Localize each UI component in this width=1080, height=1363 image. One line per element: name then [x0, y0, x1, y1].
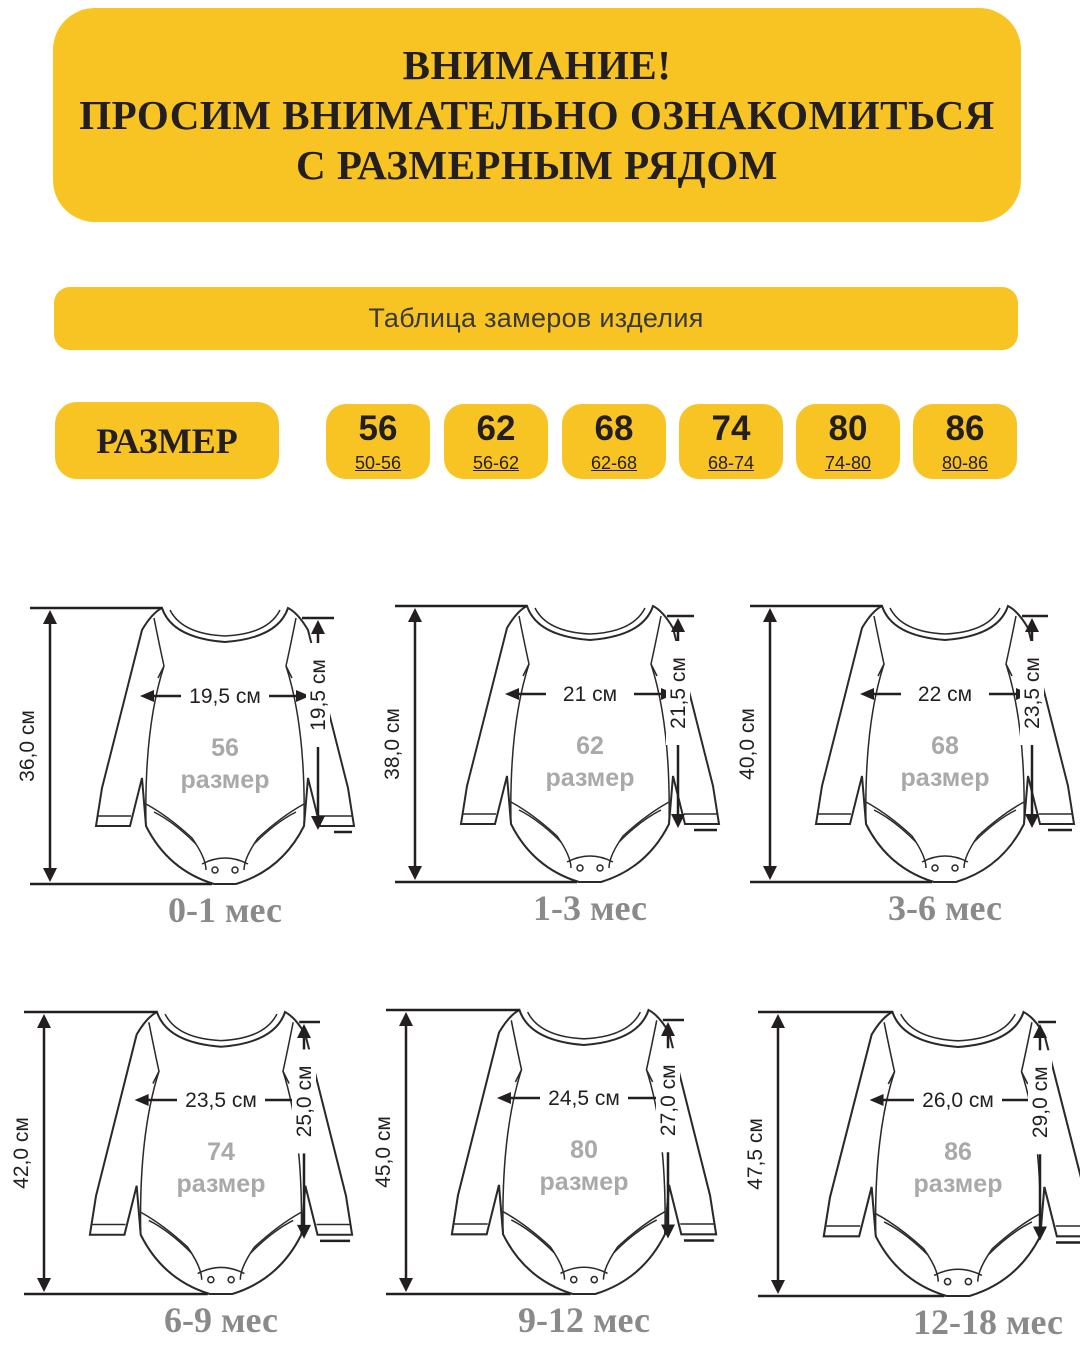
table-title: Таблица замеров изделия — [368, 303, 704, 333]
width-label: 23,5 см — [185, 1089, 257, 1112]
size-badge-62 — [444, 404, 548, 479]
body-size-number: 62 — [576, 732, 604, 760]
arrow-down-icon — [1025, 814, 1039, 828]
length-label: 47,5 см — [744, 1118, 767, 1190]
size-range: 74-80 — [824, 453, 872, 473]
bodysuit-diagram-56 — [16, 608, 354, 930]
size-range: 68-74 — [707, 453, 755, 473]
size-number: 86 — [945, 409, 985, 448]
length-label: 42,0 см — [10, 1117, 33, 1189]
size-range: 50-56 — [354, 453, 402, 473]
body-size-word: размер — [180, 766, 270, 794]
bodysuit-diagram-74 — [10, 1012, 352, 1340]
size-badge-80 — [796, 404, 900, 479]
sleeve-label: 21,5 см — [667, 657, 690, 729]
width-label: 21 см — [562, 683, 618, 706]
body-size-word: размер — [900, 764, 990, 792]
age-caption: 0-1 мес — [168, 890, 282, 930]
sleeve-label: 29,0 см — [1029, 1066, 1052, 1139]
body-size-word: размер — [539, 1168, 629, 1196]
size-badge-68 — [562, 404, 666, 479]
body-size-word: размер — [545, 764, 635, 792]
body-size-word: размер — [176, 1170, 266, 1198]
size-label-text: РАЗМЕР — [96, 420, 238, 461]
arrow-down-icon — [399, 1278, 413, 1292]
size-label-badge — [55, 402, 279, 479]
sleeve-label: 23,5 см — [1021, 657, 1044, 729]
width-label: 26,0 см — [922, 1089, 994, 1112]
body-size-number: 68 — [931, 732, 959, 760]
size-number: 80 — [828, 409, 868, 448]
bodysuit-diagram-86 — [744, 1012, 1080, 1342]
sleeve-label: 25,0 см — [293, 1065, 316, 1138]
arrow-up-icon — [399, 1012, 413, 1026]
length-label: 40,0 см — [736, 708, 759, 780]
warning-title: ВНИМАНИЕ! — [402, 42, 672, 88]
width-label: 19,5 см — [189, 685, 261, 708]
age-caption: 3-6 мес — [888, 888, 1002, 928]
arrow-up-icon — [671, 618, 685, 632]
arrow-down-icon — [763, 866, 777, 880]
size-badge-56 — [326, 404, 430, 479]
size-number: 62 — [476, 409, 516, 448]
arrow-down-icon — [43, 868, 57, 882]
arrow-up-icon — [43, 610, 57, 624]
bodysuit-diagram-68 — [736, 606, 1074, 928]
size-number: 68 — [594, 409, 634, 448]
arrow-up-icon — [771, 1014, 785, 1028]
arrow-down-icon — [671, 814, 685, 828]
size-range: 62-68 — [590, 453, 638, 473]
size-badge-86 — [913, 404, 1017, 479]
length-label: 38,0 см — [381, 708, 404, 780]
bodysuit-diagram-80 — [372, 1010, 716, 1340]
warning-line-3: С РАЗМЕРНЫМ РЯДОМ — [296, 142, 778, 188]
size-number: 74 — [711, 409, 751, 448]
arrow-up-icon — [763, 608, 777, 622]
age-caption: 9-12 мес — [518, 1300, 650, 1340]
body-size-number: 56 — [211, 734, 239, 762]
size-number: 56 — [358, 409, 398, 448]
arrow-up-icon — [311, 620, 325, 634]
body-size-number: 74 — [207, 1138, 235, 1166]
size-range: 56-62 — [472, 453, 520, 473]
bodysuit-diagrams — [0, 560, 1080, 1363]
body-size-word: размер — [913, 1170, 1003, 1198]
width-label: 24,5 см — [548, 1087, 620, 1110]
age-caption: 6-9 мес — [164, 1300, 278, 1340]
width-label: 22 см — [917, 683, 973, 706]
body-size-number: 86 — [944, 1138, 972, 1166]
warning-banner — [53, 8, 1021, 222]
arrow-up-icon — [37, 1014, 51, 1028]
arrow-down-icon — [771, 1280, 785, 1294]
sleeve-label: 27,0 см — [657, 1064, 680, 1137]
arrow-down-icon — [408, 866, 422, 880]
arrow-up-icon — [408, 608, 422, 622]
size-badge-74 — [679, 404, 783, 479]
bodysuit-diagram-62 — [381, 606, 719, 928]
length-label: 45,0 см — [372, 1116, 395, 1188]
sleeve-label: 19,5 см — [307, 659, 330, 731]
age-caption: 12-18 мес — [913, 1302, 1063, 1342]
length-label: 36,0 см — [16, 710, 39, 782]
warning-line-2: ПРОСИМ ВНИМАТЕЛЬНО ОЗНАКОМИТЬСЯ — [79, 92, 995, 138]
table-title-bar — [54, 287, 1018, 350]
body-size-number: 80 — [570, 1136, 598, 1164]
arrow-down-icon — [37, 1278, 51, 1292]
size-range: 80-86 — [941, 453, 989, 473]
age-caption: 1-3 мес — [533, 888, 647, 928]
